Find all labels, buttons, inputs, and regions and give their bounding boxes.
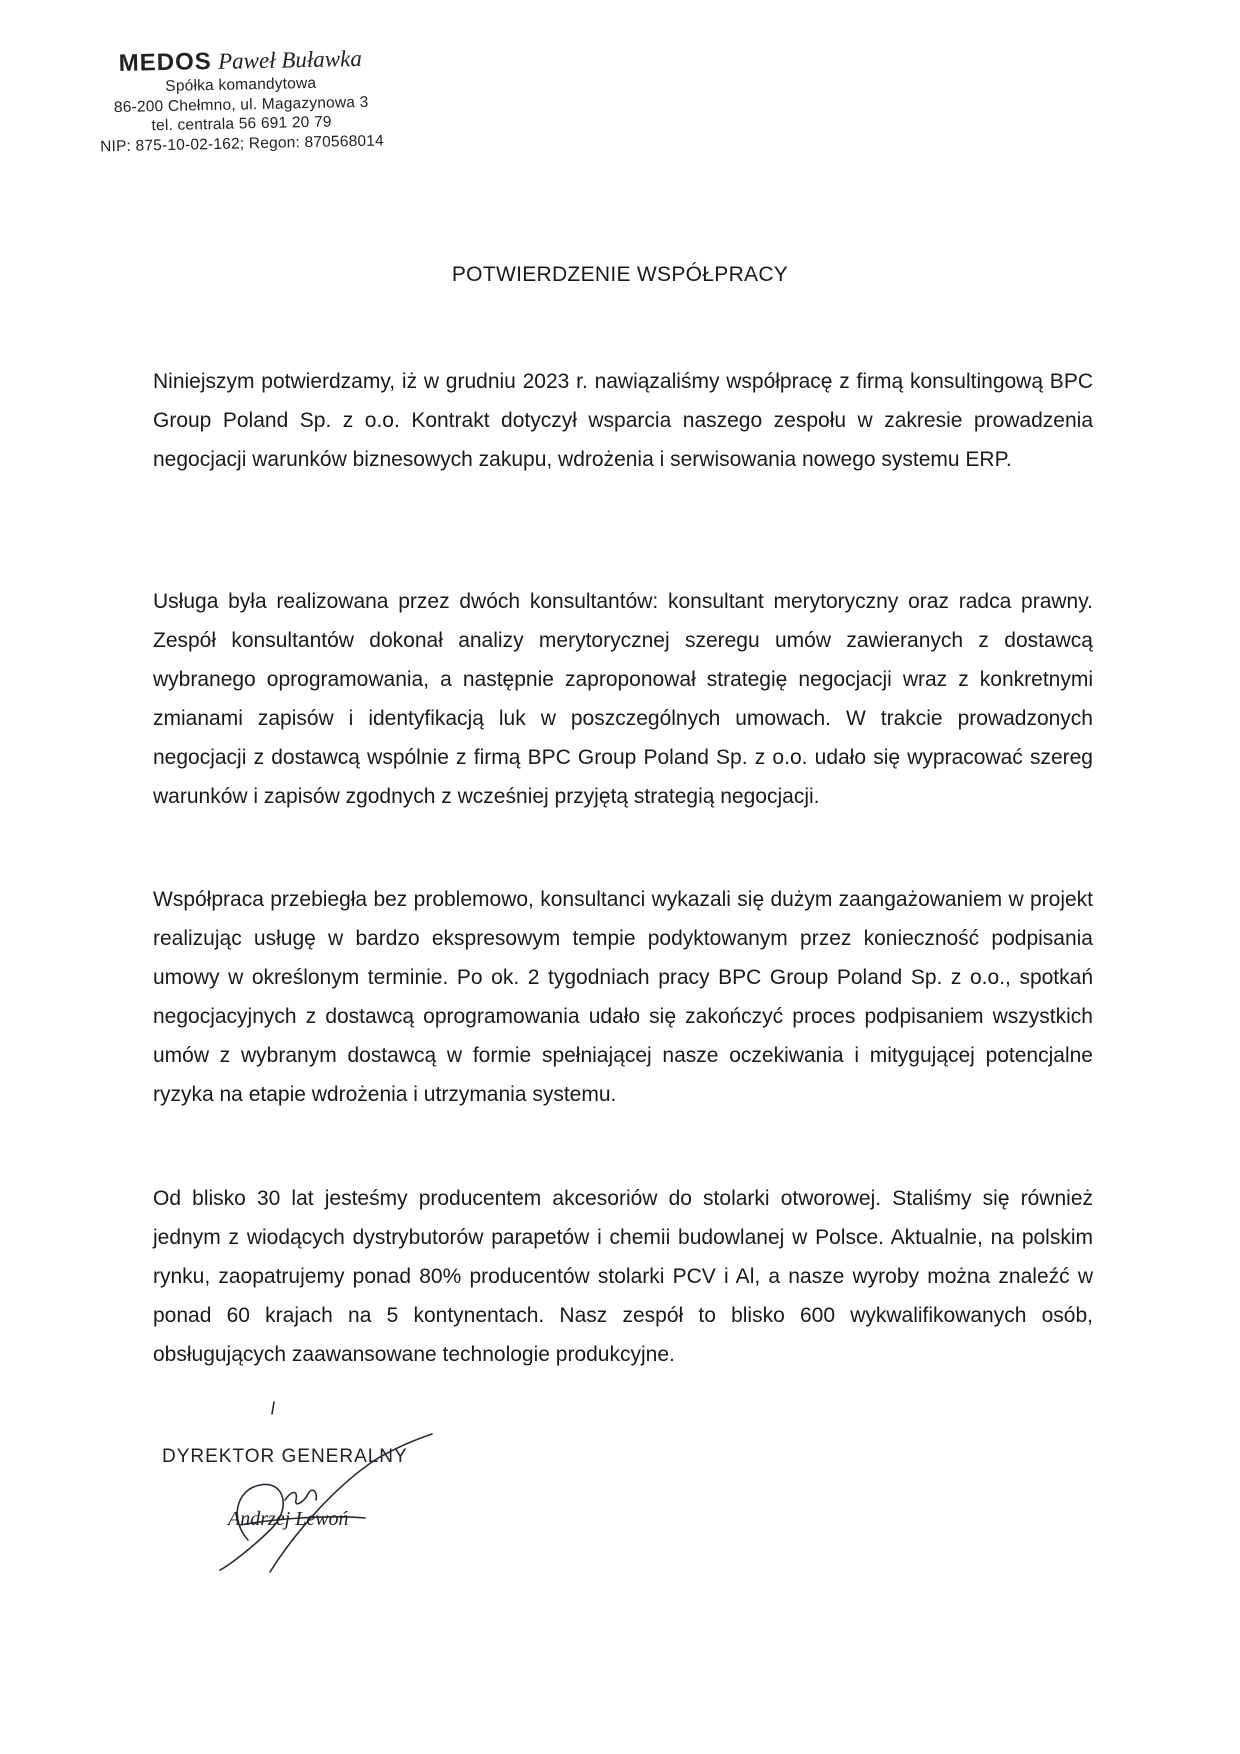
document-title: POTWIERDZENIE WSPÓŁPRACY <box>451 263 789 286</box>
paragraph-4: Od blisko 30 lat jesteśmy producentem akcesoriów do stolarki otworowej. Staliśmy się również jednym z wiodących dystrybutorów parapetów i chemii budowlanej w Polsce. Aktualnie, na polskim rynku, zaopatrujemy ponad 80% producentów stolarki PCV i Al, a nasze wyroby można znaleźć w ponad 60 krajach na 5 kontynentach. Nasz zespół to blisko 600 wykwalifikowanych osób, obsługujących zaawansowane technologie produkcyjne. <box>153 1187 1093 1366</box>
paragraph-1: Niniejszym potwierdzamy, iż w grudniu 2023 r. nawiązaliśmy współpracę z firmą konsultingową BPC Group Poland Sp. z o.o. Kontrakt dotyczył wsparcia naszego zespołu w zakresie prowadzenia negocjacji warunków biznesowych zakupu, wdrożenia i serwisowania nowego systemu ERP. <box>153 370 1093 471</box>
company-stamp <box>70 43 412 157</box>
stamp-company-italic: Paweł Buławka <box>217 45 363 74</box>
stamp-company-bold: MEDOS <box>118 48 212 77</box>
stamp-company-form: Spółka komandytowa <box>165 74 317 96</box>
paragraph-2: Usługa była realizowana przez dwóch konsultantów: konsultant merytoryczny oraz radca prawny. Zespół konsultantów dokonał analizy merytorycznej szeregu umów zawieranych z dostawcą wybranego oprogramowania, a następnie zaproponował strategię negocjacji wraz z konkretnymi zmianami zapisów i identyfikacją luk w poszczególnych umowach. W trakcie prowadzonych negocjacji z dostawcą wspólnie z firmą BPC Group Poland Sp. z o.o. udało się wypracować szereg warunków i zapisów zgodnych z wcześniej przyjętą strategią negocjacji. <box>153 590 1093 808</box>
handwritten-signature <box>200 1390 460 1600</box>
stamp-phone: tel. centrala 56 691 20 79 <box>151 113 332 135</box>
signature-title: DYREKTOR GENERALNY <box>162 1446 408 1467</box>
stamp-tax-ids: NIP: 875-10-02-162; Regon: 870568014 <box>99 131 385 155</box>
stamp-address: 86-200 Chełmno, ul. Magazynowa 3 <box>113 93 369 116</box>
signature-name: Andrzej Lewoń <box>228 1508 349 1530</box>
paragraph-3: Współpraca przebiegła bez problemowo, konsultanci wykazali się dużym zaangażowaniem w projekt realizując usługę w bardzo ekspresowym tempie podyktowanym przez konieczność podpisania umowy w określonym terminie. Po ok. 2 tygodniach pracy BPC Group Poland Sp. z o.o., spotkań negocjacyjnych z dostawcą oprogramowania udało się zakończyć proces podpisaniem wszystkich umów z wybranym dostawcą w formie spełniającej nasze oczekiwania i mitygującej potencjalne ryzyka na etapie wdrożenia i utrzymania systemu. <box>153 888 1093 1106</box>
